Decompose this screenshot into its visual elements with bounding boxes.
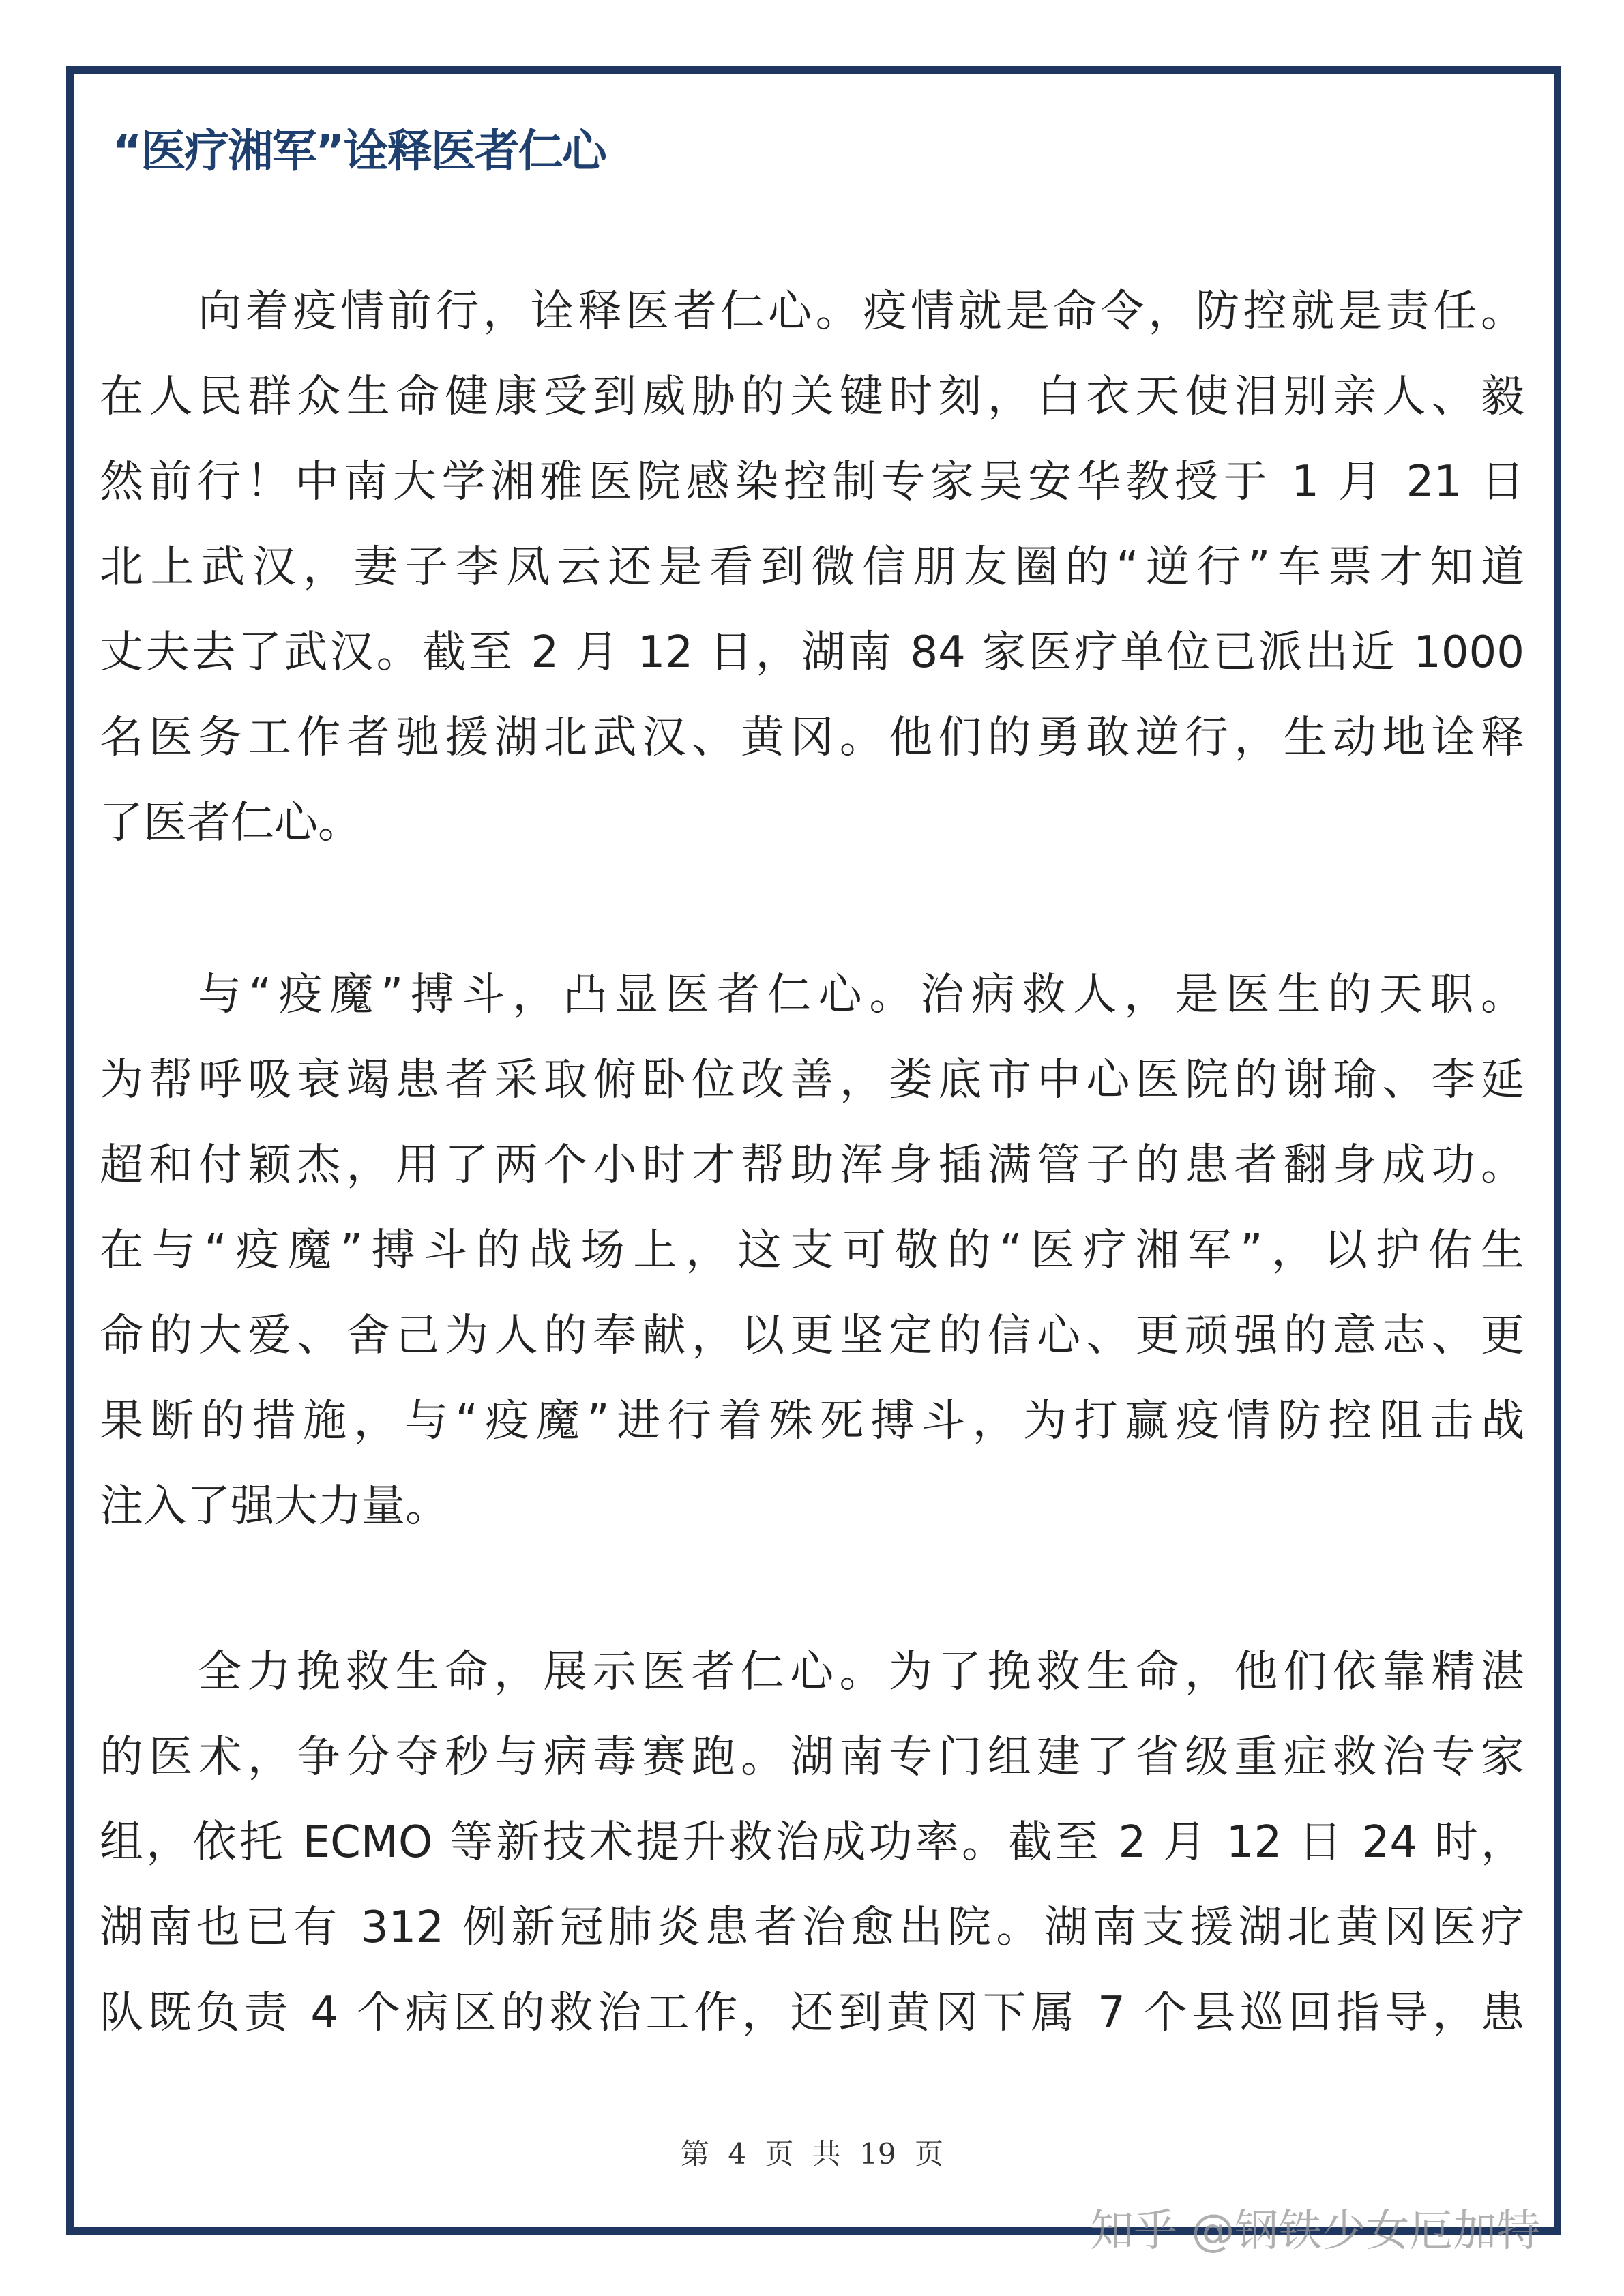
paragraph-2-line: 命的大爱、舍己为人的奉献，以更坚定的信心、更顽强的意志、更 bbox=[100, 1311, 1524, 1361]
paragraph-3-line: 湖南也已有 312 例新冠肺炎患者治愈出院。湖南支援湖北黄冈医疗 bbox=[100, 1903, 1524, 1953]
watermark: 知乎 @钢铁少女厄加特 bbox=[1090, 2206, 1541, 2256]
paragraph-1-line: 然前行！中南大学湘雅医院感染控制专家吴安华教授于 1 月 21 日 bbox=[100, 457, 1524, 507]
paragraph-1-line: 向着疫情前行，诠释医者仁心。疫情就是命令，防控就是责任。 bbox=[198, 286, 1524, 337]
paragraph-3-line: 组，依托 ECMO 等新技术提升救治成功率。截至 2 月 12 日 24 时， bbox=[100, 1817, 1524, 1868]
paragraph-2-line: 果断的措施，与“疫魔”进行着殊死搏斗，为打赢疫情防控阻击战 bbox=[100, 1396, 1524, 1446]
section-title: “医疗湘军”诠释医者仁心 bbox=[113, 125, 606, 177]
paragraph-1-line: 名医务工作者驰援湖北武汉、黄冈。他们的勇敢逆行，生动地诠释 bbox=[100, 713, 1524, 763]
paragraph-2-line: 超和付颖杰，用了两个小时才帮助浑身插满管子的患者翻身成功。 bbox=[100, 1140, 1524, 1191]
paragraph-3-line: 队既负责 4 个病区的救治工作，还到黄冈下属 7 个县巡回指导，患 bbox=[100, 1988, 1524, 2038]
paragraph-1-line: 北上武汉，妻子李凤云还是看到微信朋友圈的“逆行”车票才知道 bbox=[100, 542, 1524, 593]
paragraph-1-line: 在人民群众生命健康受到威胁的关键时刻，白衣天使泪别亲人、毅 bbox=[100, 372, 1524, 422]
page-number: 第 4 页 共 19 页 bbox=[681, 2137, 943, 2171]
paragraph-1-line: 丈夫去了武汉。截至 2 月 12 日，湖南 84 家医疗单位已派出近 1000 bbox=[100, 627, 1524, 678]
paragraph-3-line: 的医术，争分夺秒与病毒赛跑。湖南专门组建了省级重症救治专家 bbox=[100, 1732, 1524, 1783]
paragraph-2-line: 为帮呼吸衰竭患者采取俯卧位改善，娄底市中心医院的谢瑜、李延 bbox=[100, 1055, 1524, 1105]
paragraph-2-line: 注入了强大力量。 bbox=[100, 1481, 449, 1532]
paragraph-1-line: 了医者仁心。 bbox=[100, 798, 361, 848]
paragraph-3-line: 全力挽救生命，展示医者仁心。为了挽救生命，他们依靠精湛 bbox=[198, 1647, 1524, 1697]
paragraph-2-line: 与“疫魔”搏斗，凸显医者仁心。治病救人，是医生的天职。 bbox=[198, 970, 1524, 1020]
paragraph-2-line: 在与“疫魔”搏斗的战场上，这支可敬的“医疗湘军”，以护佑生 bbox=[100, 1225, 1524, 1276]
